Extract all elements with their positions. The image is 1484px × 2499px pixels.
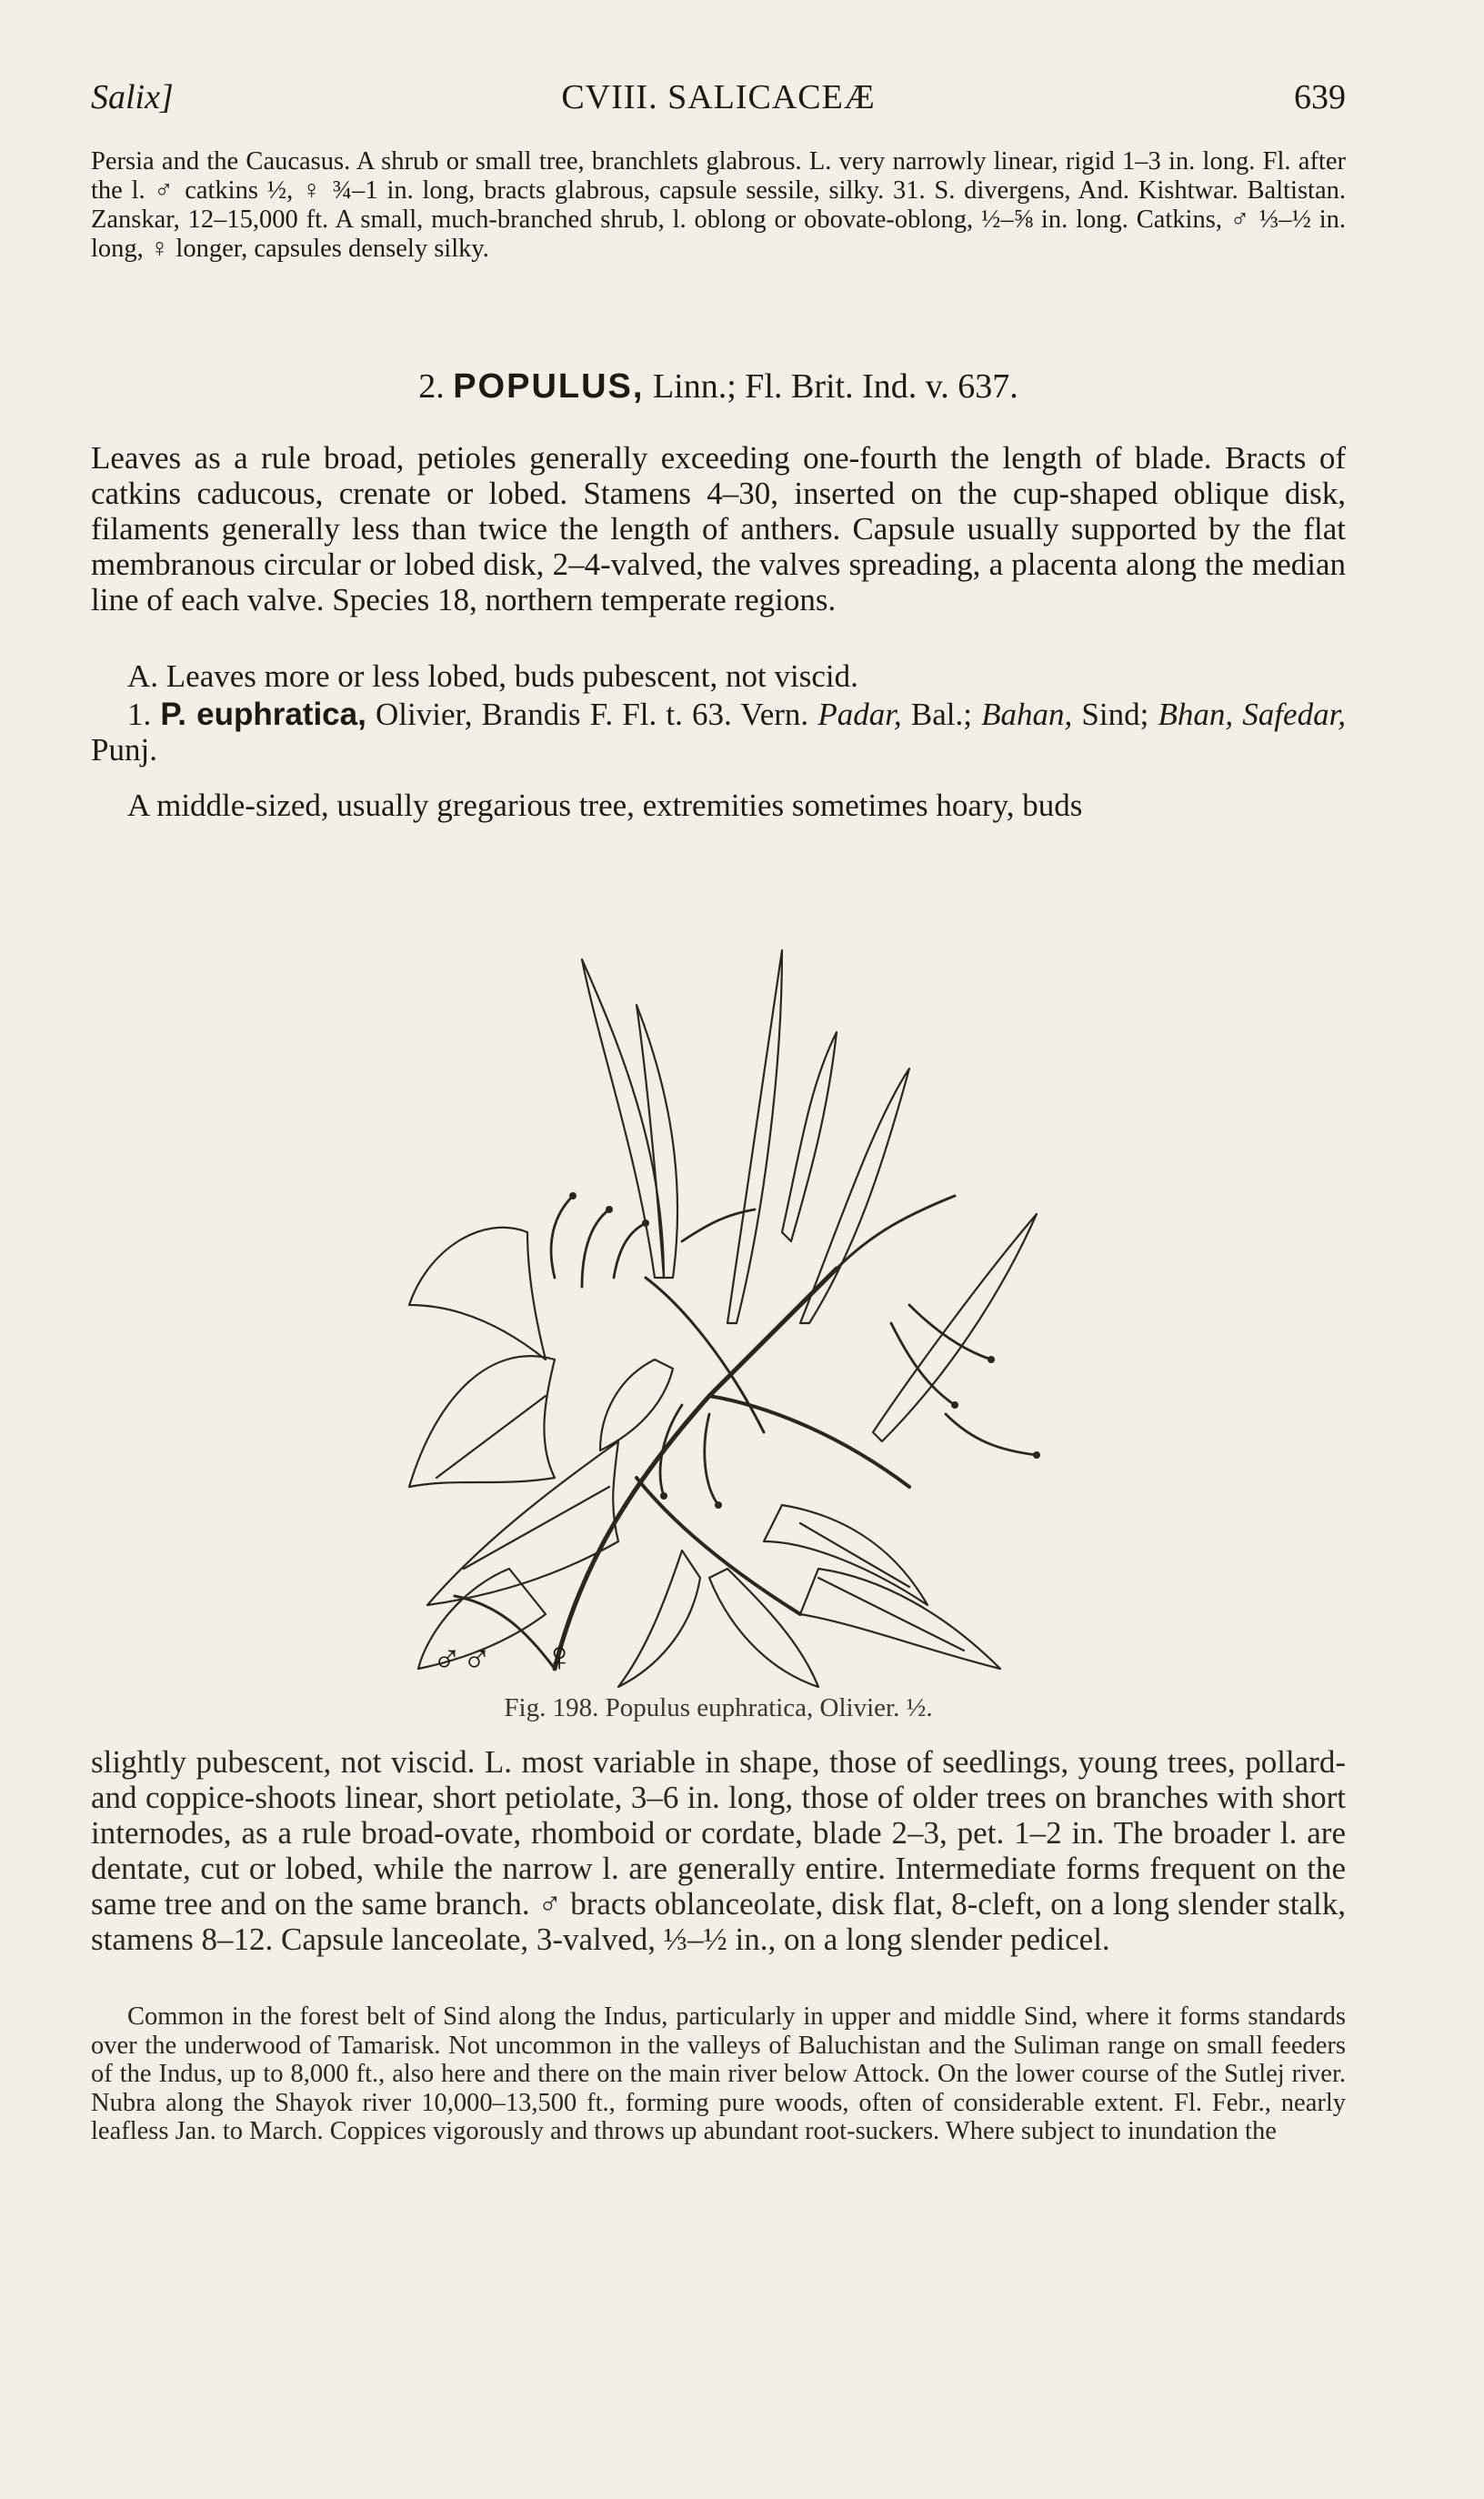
species-name: P. euphratica, bbox=[160, 697, 366, 732]
vernacular-locality-2: Sind; bbox=[1081, 697, 1149, 732]
species-citation: Olivier, Brandis F. Fl. t. 63. Vern. bbox=[376, 697, 809, 732]
species-distribution: Common in the forest belt of Sind along the Indus, particularly in upper and middle Sind, where it forms standards over the underwood of Tamarisk. Not uncommon in the valleys of Baluchistan and the Suliman range on small feeders of the Indus, up to 8,000 ft., also here and there on the main river below Attock. On the lower course of the Sutlej river. Nubra along the Shayok river 10,000–13,500 ft., forming pure woods, often of considerable extent. Fl. Febr., nearly leafless Jan. to March. Coppices vigorously and throws up abundant root-suckers. Where subject to inundation the bbox=[91, 2002, 1346, 2145]
vernacular-name-2: Bahan, bbox=[981, 697, 1073, 732]
vernacular-locality-3: Punj. bbox=[91, 732, 157, 768]
running-head-genus: Salix] bbox=[91, 78, 174, 116]
species-description-continued: slightly pubescent, not viscid. L. most variable in shape, those of seedlings, young trees, pollard- and coppice-shoots linear, short petiolate, 3–6 in. long, those of older trees on branches with short internodes, as a rule broad-ovate, rhomboid or cordate, blade 2–3, pet. 1–2 in. The broader l. are dentate, cut or lobed, while the narrow l. are generally entire. Intermediate forms frequent on the same tree and on the same branch. ♂ bracts oblanceolate, disk flat, 8-cleft, on a long slender stalk, stamens 8–12. Capsule lanceolate, 3-valved, ⅓–½ in., on a long slender pedicel. bbox=[91, 1744, 1346, 1957]
figure-caption: Fig. 198. Populus euphratica, Olivier. ½. bbox=[504, 1693, 933, 1722]
species-heading bbox=[91, 697, 1346, 768]
female-symbol-label: ♀ bbox=[544, 1633, 576, 1680]
genus-authority: Linn.; Fl. Brit. Ind. v. 637. bbox=[652, 367, 1018, 406]
page-number: 639 bbox=[1294, 78, 1346, 116]
salix-species-tail: Persia and the Caucasus. A shrub or small tree, branchlets glabrous. L. very narrowly linear, rigid 1–3 in. long. Fl. after the l. ♂ catkins ½, ♀ ¾–1 in. long, bracts glabrous, capsule sessile, silky. 31. S. divergens, And. Kishtwar. Baltistan. Zanskar, 12–15,000 ft. A small, much-branched shrub, l. oblong or obovate-oblong, ½–⅝ in. long. Catkins, ♂ ⅓–½ in. long, ♀ longer, capsules densely silky. bbox=[91, 147, 1346, 263]
botanical-illustration bbox=[255, 850, 1146, 1696]
section-a-key: A. Leaves more or less lobed, buds pubescent, not viscid. bbox=[127, 658, 858, 694]
species-number: 1. bbox=[127, 697, 152, 732]
running-head-family: CVIII. SALICACEÆ bbox=[561, 78, 876, 116]
populus-euphratica-drawing bbox=[255, 850, 1146, 1696]
genus-heading bbox=[91, 364, 1346, 409]
genus-number: 2. bbox=[418, 367, 445, 406]
genus-name: POPULUS, bbox=[453, 367, 645, 406]
male-symbol-label: ♂♂ bbox=[432, 1637, 492, 1681]
species-description-start: A middle-sized, usually gregarious tree, extremities sometimes hoary, buds bbox=[127, 788, 1083, 823]
vernacular-locality-1: Bal.; bbox=[910, 697, 972, 732]
running-head bbox=[91, 75, 1346, 125]
vernacular-name-3: Bhan, Safedar, bbox=[1158, 697, 1347, 732]
vernacular-name-1: Padar, bbox=[817, 697, 902, 732]
genus-description: Leaves as a rule broad, petioles generally exceeding one-fourth the length of blade. Bracts of catkins caducous, crenate or lobed. Stamens 4–30, inserted on the cup-shaped oblique disk, filaments generally less than twice the length of anthers. Capsule usually supported by the flat membranous circular or lobed disk, 2–4-valved, the valves spreading, a placenta along the median line of each valve. Species 18, northern temperate regions. bbox=[91, 440, 1346, 617]
